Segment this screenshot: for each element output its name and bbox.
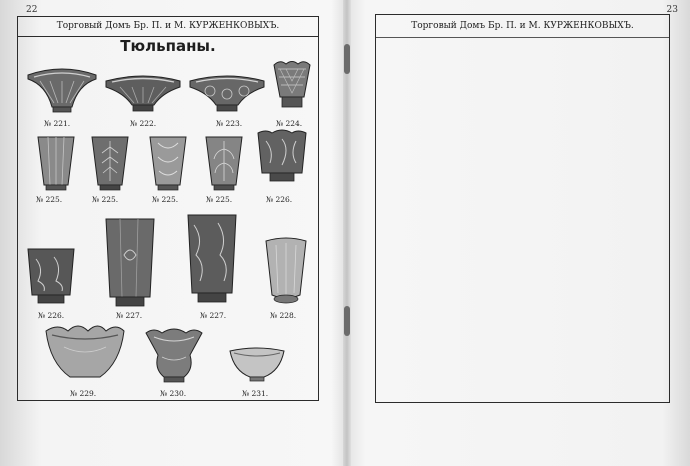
catalog-item-227a (102, 215, 158, 327)
catalog-item-227b (184, 211, 240, 327)
shade-226-illustration (24, 245, 78, 309)
catalog-item-228 (262, 235, 310, 327)
catalog-item-221 (26, 63, 98, 143)
item-label: № 223. (216, 119, 243, 128)
item-label: № 225. (92, 195, 119, 204)
shade-227-illustration (102, 215, 158, 309)
shade-225-illustration (202, 133, 246, 191)
catalog-item-223 (188, 69, 266, 143)
catalog-item-226b (24, 245, 78, 327)
item-label: № 227. (116, 311, 143, 320)
item-label: № 225. (152, 195, 179, 204)
item-label: № 228. (270, 311, 297, 320)
shade-224-illustration (272, 57, 312, 115)
item-label: № 221. (44, 119, 71, 128)
right-page (345, 0, 690, 466)
item-label: № 229. (70, 389, 97, 398)
right-page-header: Торговый Домъ Бр. П. и М. КУРЖЕНКОВЫХЪ. (376, 15, 669, 38)
shade-225-illustration (88, 133, 132, 191)
item-label: № 231. (242, 389, 269, 398)
right-page-frame (375, 14, 670, 403)
catalog-item-225c (146, 133, 190, 205)
shade-225-illustration (146, 133, 190, 191)
section-title: Тюльпаны. (120, 37, 216, 55)
catalog-item-222 (104, 69, 182, 143)
left-page-frame (17, 16, 319, 401)
shade-221-illustration (26, 63, 98, 115)
catalog-item-225b (88, 133, 132, 205)
right-page-number: 23 (666, 5, 678, 15)
shade-225-illustration (34, 133, 78, 191)
catalog-item-231 (228, 345, 286, 399)
catalog-item-229 (44, 321, 126, 399)
shade-223-illustration (188, 69, 266, 115)
left-page-header: Торговый Домъ Бр. П. и М. КУРЖЕНКОВЫХЪ. (18, 17, 318, 37)
item-label: № 227. (200, 311, 227, 320)
shade-226-illustration (256, 127, 308, 191)
catalog-item-230 (144, 325, 204, 399)
shade-229-illustration (44, 321, 126, 385)
shade-228-illustration (262, 235, 310, 307)
catalog-item-225d (202, 133, 246, 205)
shade-227-illustration (184, 211, 240, 305)
shade-231-illustration (228, 345, 286, 383)
catalog-item-225a (34, 133, 78, 205)
item-label: № 230. (160, 389, 187, 398)
left-page-number: 22 (26, 5, 38, 15)
item-label: № 222. (130, 119, 157, 128)
item-label: № 226. (266, 195, 293, 204)
item-label: № 225. (36, 195, 63, 204)
shade-222-illustration (104, 69, 182, 115)
right-page-empty-panel (376, 37, 669, 402)
item-label: № 224. (276, 119, 303, 128)
shade-230-illustration (144, 325, 204, 385)
item-label: № 225. (206, 195, 233, 204)
item-label: № 226. (38, 311, 65, 320)
catalog-item-226a (256, 127, 308, 205)
